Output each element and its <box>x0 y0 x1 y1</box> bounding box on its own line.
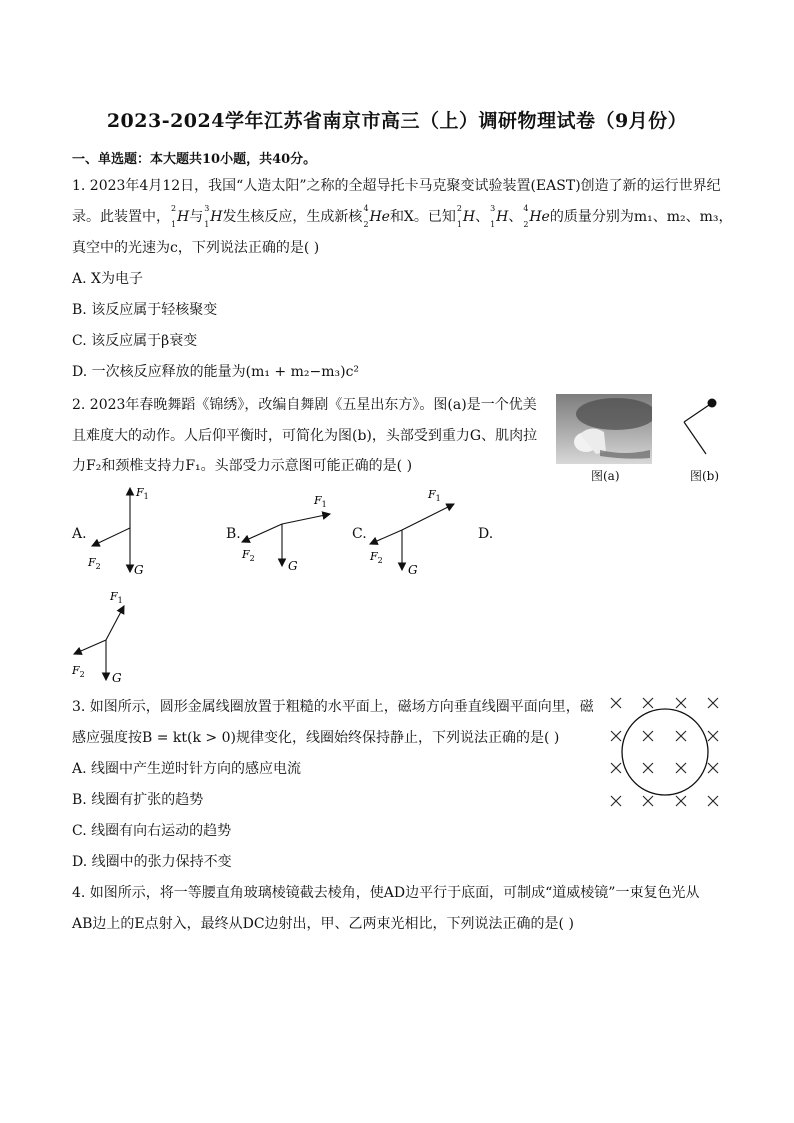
nuclide-helium: 4 2 He <box>363 204 390 229</box>
q2-option-a-diagram <box>84 482 164 578</box>
magnetic-field-coil-diagram <box>602 690 732 814</box>
nuclide-tritium: 3 1 H <box>204 204 223 229</box>
q4-line2: AB边上的E点射入，最终从DC边射出，甲、乙两束光相比，下列说法正确的是( ) <box>72 916 574 932</box>
figure-b-diagram <box>676 396 722 456</box>
label-F2: $F_2$ <box>242 548 255 563</box>
label-F2: $F_2$ <box>88 556 101 571</box>
q2-option-a-label: A. <box>72 526 87 542</box>
label-F1: $F_1$ <box>428 488 441 503</box>
q3-option-b: B. 线圈有扩张的趋势 <box>72 792 204 808</box>
q2-option-d-label: D. <box>478 526 494 542</box>
q1-option-a: A. X为电子 <box>72 271 143 287</box>
q2-option-d-diagram <box>70 584 150 686</box>
metal-coil <box>622 709 708 795</box>
dance-photo <box>556 394 652 464</box>
label-G: G <box>134 563 144 577</box>
q4-line1: 4. 如图所示，将一等腰直角玻璃棱镜截去棱角，使AD边平行于底面，可制成“道威棱镜”一束复色光从 <box>72 885 700 901</box>
q1-option-b: B. 该反应属于轻核聚变 <box>72 302 218 318</box>
label-F1: $F_1$ <box>136 486 149 501</box>
nuclide-deuterium: 2 1 H <box>171 204 190 229</box>
q1-option-c: C. 该反应属于β衰变 <box>72 333 198 349</box>
figure-b-caption: 图(b) <box>690 469 720 483</box>
q2-line1: 2. 2023年春晚舞蹈《锦绣》，改编自舞剧《五星出东方》。图(a)是一个优美 <box>72 397 537 413</box>
q3-line2: 感应强度按B = kt(k > 0)规律变化，线圈始终保持静止，下列说法正确的是( ) <box>72 730 560 746</box>
q3-option-c: C. 线圈有向右运动的趋势 <box>72 823 232 839</box>
label-G: G <box>408 563 418 577</box>
label-F1: $F_1$ <box>110 590 123 605</box>
q2-option-c-diagram <box>366 484 466 578</box>
section-heading: 一、单选题：本大题共10小题，共40分。 <box>72 152 317 167</box>
q2-line3: 力F₂和颈椎支持力F₁。头部受力示意图可能正确的是( ) <box>72 458 413 474</box>
label-F2: $F_2$ <box>370 550 383 565</box>
q3-option-d: D. 线圈中的张力保持不变 <box>72 854 232 870</box>
page-title: 2023-2024学年江苏省南京市高三（上）调研物理试卷（9月份） <box>106 110 688 132</box>
label-G: G <box>288 559 298 573</box>
q1-line1: 1. 2023年4月12日，我国“人造太阳”之称的全超导托卡马克聚变试验装置(EAST)创造了新的运行世界纪 <box>72 178 721 194</box>
q2-line2: 且难度大的动作。人后仰平衡时，可简化为图(b)，头部受到重力G、肌肉拉 <box>72 428 538 444</box>
q3-option-a: A. 线圈中产生逆时针方向的感应电流 <box>72 761 302 777</box>
label-G: G <box>112 671 122 685</box>
q2-option-b-label: B. <box>226 526 241 542</box>
label-F2: $F_2$ <box>72 664 85 679</box>
figure-a-caption: 图(a) <box>591 469 620 483</box>
q1-line3: 真空中的光速为c，下列说法正确的是( ) <box>72 240 320 256</box>
q2-option-c-label: C. <box>352 526 367 542</box>
label-F1: $F_1$ <box>314 494 327 509</box>
q3-line1: 3. 如图所示，圆形金属线圈放置于粗糙的水平面上，磁场方向垂直线圈平面向里，磁 <box>72 699 594 715</box>
q1-option-d: D. 一次核反应释放的能量为(m₁ + m₂−m₃)c² <box>72 364 360 380</box>
q2-option-b-diagram <box>238 486 338 578</box>
q1-line2: 录。此装置中， 2 1 H与 3 1 H发生核反应，生成新核 4 2 He和X。已知 2 1 H、 3 1 H、 4 2 He的质量分别为m₁、m₂、m₃， <box>72 204 733 229</box>
